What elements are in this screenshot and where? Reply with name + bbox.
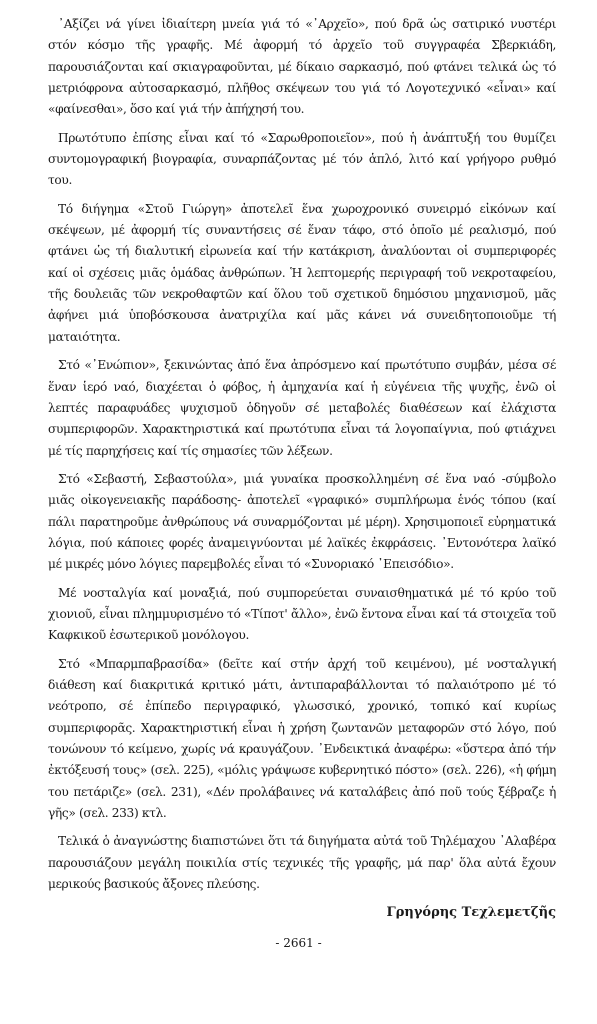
page-number: - 2661 - xyxy=(275,936,322,950)
paragraph-tipot-allo: Μέ νοσταλγία καί μοναξιά, πού συμπορεύεται συναισθηματικά μέ τό κρύο τοῦ χιονιοῦ, εἶναι πλημμυρισμένο τό «Τίποτ' ἄλλο», ἐνῶ ἔντονα εἶναι καί τά στοιχεῖα τοῦ Καφκικοῦ ἐσωτερικοῦ μονόλογου. xyxy=(48,585,556,643)
paragraph-archeio: ᾿Αξίζει νά γίνει ἰδιαίτερη μνεία γιά τό «᾿Αρχεῖο», πού δρᾶ ὡς σατιρικό νυστέρι στόν κόσμο τῆς γραφῆς. Μέ ἀφορμή τό ἀρχεῖο τοῦ συγγραφέα Σβερκιάδη, παρουσιάζονται καί σκιαγραφοῦνται, μέ δίκαιο σαρκασμό, πού φτάνει τελικά ὡς τό μετριόφρονα αὐτοσαρκασμό, πλῆθος σκέψεων του γιά τό Λογοτεχνικό «εἶναι» καί «φαίνεσθαι», ὅσο καί γιά τήν ἀπήχησή του. xyxy=(48,17,556,117)
paragraph-barbavrasida: Στό «Μπαρμπαβρασίδα» (δεῖτε καί στήν ἀρχή τοῦ κειμένου), μέ νοσταλγική διάθεση καί διακριτικά κριτικό μάτι, ἀντιπαραβάλλονται τό παλαιότροπο μέ τό νεότροπο, σέ ἐπίπεδο περιγραφικό, γλωσσικό, χρονικό, τοπικό καί κυρίως συμπεριφορᾶς. Χαρακτηριστική εἶναι ἡ χρήση ζωντανῶν μεταφορῶν στό λόγο, πού τονώνουν τό κείμενο, χωρίς νά κραυγάζουν. ᾿Ενδεικτικά ἀναφέρω: «ὕστερα ἀπό τήν ἐκτόξευσή τους» (σελ. 225), «μόλις γράψωσε κυβερνητικό πόστο» (σελ. 226), «ἡ φήμη του πετάριζε» (σελ. 231), «Δέν προλάβαινες νά καταλάβεις ἀπό ποῦ τούς ξέβραζε ἡ γῆς» (σελ. 233) κτλ. xyxy=(48,656,556,821)
article-body xyxy=(48,14,556,924)
paragraph-sarothropoieion: Πρωτότυπο ἐπίσης εἶναι καί τό «Σαρωθροποιεῖον», πού ἡ ἀνάπτυξή του θυμίζει συντομογραφική βιογραφία, συναρπάζοντας μέ τόν ἁπλό, λιτό καί γρήγορο ρυθμό του. xyxy=(48,130,556,188)
paragraph-sevasti: Στό «Σεβαστή, Σεβαστούλα», μιά γυναίκα προσκολλημένη σέ ἕνα ναό -σύμβολο μιᾶς οἰκογενειακῆς παράδοσης- ἀποτελεῖ «γραφικό» συμπλήρωμα ἑνός τόπου (καί πάλι παρατηροῦμε ἀνθρώπους νά συναρμόζονται μέ μέρη). Χρησιμοποιεῖ εὐρηματικά λόγια, πού κάποιες φορές ἀναμειγνύονται μέ λαϊκές ἐκφράσεις. ᾿Εντονότερα λαϊκό μέ μικρές μόνο λόγιες παρεμβολές εἶναι τό «Συνοριακό ᾿Επεισόδιο». xyxy=(48,471,556,572)
paragraph-stou-giorgi: Τό διήγημα «Στοῦ Γιώργη» ἀποτελεῖ ἕνα χωροχρονικό συνειρμό εἰκόνων καί σκέψεων, μέ ἀφορμή τίς συναντήσεις σέ ἕναν τάφο, στό ὁποῖο μέ ρεαλισμό, πού φτάνει ὡς τή διαλυτική εἰρωνεία καί τήν κατάκριση, ἀναλύονται οἱ συμπεριφορές καί οἱ σχέσεις μιᾶς ὁμάδας ἀνθρώπων. Ἡ λεπτομερής περιγραφή τοῦ νεκροταφείου, τῆς δουλειᾶς τῶν νεκροθαφτῶν καί ὅλου τοῦ σχετικοῦ δημόσιου μηχανισμοῦ, μᾶς ἀφήνει μιά ὑποβόσκουσα ἀνατριχίλα καί μᾶς κάνει νά συνειδητοποιοῦμε τή ματαιότητα. xyxy=(48,201,556,344)
paragraph-enopion: Στό «᾿Ενώπιον», ξεκινώντας ἀπό ἕνα ἀπρόσμενο καί πρωτότυπο συμβάν, μέσα σέ ἕναν ἱερό ναό, διαχέεται ὁ φόβος, ἡ ἀμηχανία καί ἡ εὐγένεια τῆς ψυχῆς, ἐνῶ οἱ λεπτές παραφυάδες ψυχισμοῦ ὁδηγοῦν σέ μεταβολές διαθέσεων καί ἐλάχιστα συμπεριφορῶν. Χαρακτηριστικά καί πρωτότυπα εἶναι τά λογοπαίγνια, πού φτιάχνει μέ τίς παρηχήσεις καί τίς σημασίες τῶν λέξεων. xyxy=(48,358,556,458)
paragraph-conclusion: Τελικά ὁ ἀναγνώστης διαπιστώνει ὅτι τά διηγήματα αὐτά τοῦ Τηλέμαχου ᾿Αλαβέρα παρουσιάζουν μεγάλη ποικιλία στίς τεχνικές τῆς γραφῆς, μά παρ' ὅλα αὐτά ἔχουν μερικούς βασικούς ἄξονες πλεύσης. xyxy=(48,834,556,892)
author-signature: Γρηγόρης Τεχλεμετζῆς xyxy=(386,905,556,921)
